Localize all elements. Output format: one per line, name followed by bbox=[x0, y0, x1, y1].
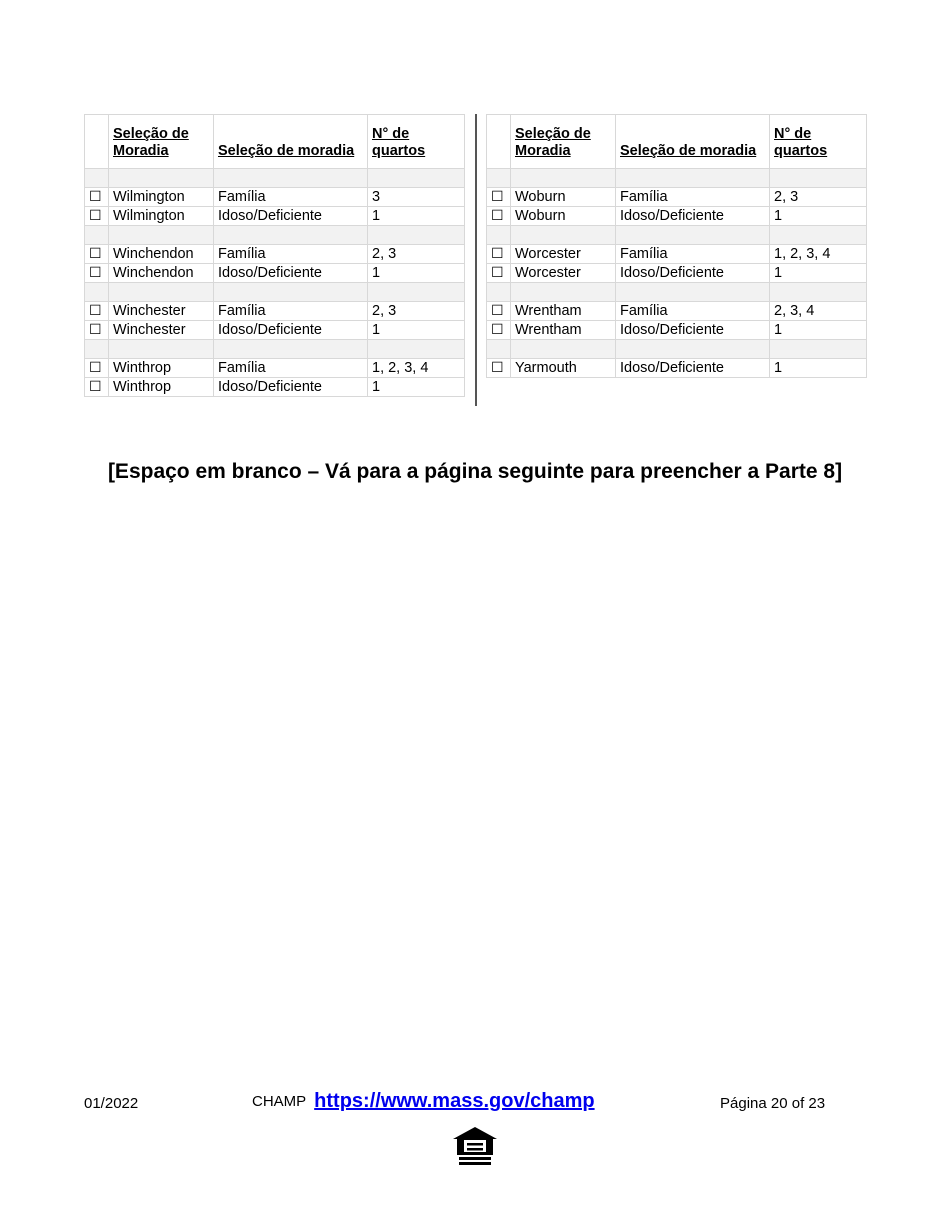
housing-table-right bbox=[486, 114, 867, 378]
checkbox[interactable]: ☐ bbox=[89, 264, 102, 280]
table-row bbox=[85, 378, 465, 397]
separator-row bbox=[85, 340, 465, 359]
footer-center bbox=[252, 1090, 595, 1113]
separator-cell bbox=[511, 283, 616, 302]
separator-cell bbox=[85, 340, 109, 359]
bedrooms-cell: 1 bbox=[368, 207, 465, 226]
separator-cell bbox=[511, 226, 616, 245]
bedrooms-cell: 1 bbox=[368, 378, 465, 397]
checkbox-cell bbox=[85, 264, 109, 283]
separator-cell bbox=[368, 340, 465, 359]
table-row bbox=[85, 302, 465, 321]
checkbox-cell bbox=[487, 359, 511, 378]
table-row bbox=[487, 264, 867, 283]
separator-cell bbox=[770, 226, 867, 245]
checkbox-cell bbox=[487, 207, 511, 226]
housing-type-cell: Idoso/Deficiente bbox=[616, 264, 770, 283]
housing-type-cell: Família bbox=[214, 245, 368, 264]
housing-type-cell: Idoso/Deficiente bbox=[214, 378, 368, 397]
housing-type-cell: Família bbox=[616, 302, 770, 321]
separator-cell bbox=[109, 169, 214, 188]
equal-housing-opportunity-icon bbox=[450, 1124, 500, 1166]
housing-type-cell: Idoso/Deficiente bbox=[616, 207, 770, 226]
bedrooms-cell: 1 bbox=[770, 321, 867, 340]
separator-cell bbox=[85, 283, 109, 302]
footer-org: CHAMP bbox=[252, 1093, 307, 1110]
town-cell: Worcester bbox=[511, 245, 616, 264]
bedrooms-cell: 2, 3, 4 bbox=[770, 302, 867, 321]
town-cell: Winchendon bbox=[109, 264, 214, 283]
separator-row bbox=[487, 340, 867, 359]
bedrooms-cell: 1 bbox=[368, 321, 465, 340]
checkbox-cell bbox=[487, 302, 511, 321]
separator-cell bbox=[487, 340, 511, 359]
checkbox[interactable]: ☐ bbox=[491, 359, 504, 375]
separator-cell bbox=[368, 283, 465, 302]
bedrooms-cell: 2, 3 bbox=[368, 302, 465, 321]
town-cell: Wilmington bbox=[109, 188, 214, 207]
separator-cell bbox=[368, 226, 465, 245]
table-row bbox=[85, 359, 465, 378]
town-cell: Winchester bbox=[109, 321, 214, 340]
town-cell: Winthrop bbox=[109, 359, 214, 378]
separator-row bbox=[85, 169, 465, 188]
table-row bbox=[487, 321, 867, 340]
table-row bbox=[487, 359, 867, 378]
checkbox-cell bbox=[85, 321, 109, 340]
bedrooms-cell: 3 bbox=[368, 188, 465, 207]
footer-date: 01/2022 bbox=[84, 1095, 139, 1112]
header-bedrooms: N° de quartos bbox=[368, 115, 465, 169]
blank-space-note: [Espaço em branco – Vá para a página seguinte para preencher a Parte 8] bbox=[107, 460, 843, 483]
separator-cell bbox=[109, 340, 214, 359]
housing-type-cell: Idoso/Deficiente bbox=[214, 207, 368, 226]
checkbox[interactable]: ☐ bbox=[89, 302, 102, 318]
table-row bbox=[85, 264, 465, 283]
separator-cell bbox=[616, 169, 770, 188]
checkbox[interactable]: ☐ bbox=[491, 264, 504, 280]
separator-cell bbox=[511, 169, 616, 188]
checkbox[interactable]: ☐ bbox=[491, 188, 504, 204]
table-row bbox=[487, 245, 867, 264]
header-bedrooms: N° de quartos bbox=[770, 115, 867, 169]
checkbox-cell bbox=[487, 245, 511, 264]
bedrooms-cell: 1 bbox=[770, 264, 867, 283]
town-cell: Worcester bbox=[511, 264, 616, 283]
checkbox[interactable]: ☐ bbox=[89, 207, 102, 223]
bedrooms-cell: 1, 2, 3, 4 bbox=[770, 245, 867, 264]
column-divider bbox=[475, 114, 477, 406]
checkbox[interactable]: ☐ bbox=[89, 188, 102, 204]
separator-cell bbox=[487, 169, 511, 188]
table-header-row bbox=[85, 115, 465, 169]
separator-cell bbox=[85, 226, 109, 245]
table-row bbox=[487, 188, 867, 207]
bedrooms-cell: 1 bbox=[770, 359, 867, 378]
separator-cell bbox=[487, 226, 511, 245]
checkbox[interactable]: ☐ bbox=[89, 245, 102, 261]
checkbox-cell bbox=[487, 321, 511, 340]
separator-cell bbox=[616, 283, 770, 302]
checkbox[interactable]: ☐ bbox=[89, 359, 102, 375]
checkbox-cell bbox=[487, 264, 511, 283]
checkbox-header bbox=[487, 115, 511, 169]
checkbox-cell bbox=[487, 188, 511, 207]
footer-page-number: Página 20 of 23 bbox=[720, 1095, 826, 1112]
separator-cell bbox=[214, 340, 368, 359]
separator-cell bbox=[616, 226, 770, 245]
town-cell: Yarmouth bbox=[511, 359, 616, 378]
bedrooms-cell: 1 bbox=[770, 207, 867, 226]
bedrooms-cell: 2, 3 bbox=[368, 245, 465, 264]
housing-type-cell: Família bbox=[214, 188, 368, 207]
table-row bbox=[85, 207, 465, 226]
table-row bbox=[487, 207, 867, 226]
bedrooms-cell: 1 bbox=[368, 264, 465, 283]
table-row bbox=[487, 302, 867, 321]
housing-type-cell: Idoso/Deficiente bbox=[214, 264, 368, 283]
checkbox-cell bbox=[85, 378, 109, 397]
housing-type-cell: Família bbox=[616, 245, 770, 264]
footer-url-link[interactable]: https://www.mass.gov/champ bbox=[314, 1090, 595, 1112]
town-cell: Wrentham bbox=[511, 321, 616, 340]
separator-cell bbox=[487, 283, 511, 302]
bedrooms-cell: 2, 3 bbox=[770, 188, 867, 207]
separator-cell bbox=[214, 283, 368, 302]
separator-row bbox=[85, 283, 465, 302]
separator-cell bbox=[214, 169, 368, 188]
separator-cell bbox=[770, 283, 867, 302]
town-cell: Winchester bbox=[109, 302, 214, 321]
separator-cell bbox=[770, 169, 867, 188]
checkbox-cell bbox=[85, 245, 109, 264]
housing-table-left bbox=[84, 114, 465, 397]
checkbox-cell bbox=[85, 207, 109, 226]
header-housing-type: Seleção de moradia bbox=[214, 115, 368, 169]
separator-cell bbox=[511, 340, 616, 359]
checkbox[interactable]: ☐ bbox=[491, 321, 504, 337]
separator-row bbox=[487, 283, 867, 302]
separator-cell bbox=[368, 169, 465, 188]
checkbox-cell bbox=[85, 302, 109, 321]
town-cell: Winthrop bbox=[109, 378, 214, 397]
separator-row bbox=[85, 226, 465, 245]
table-row bbox=[85, 188, 465, 207]
checkbox-cell bbox=[85, 188, 109, 207]
housing-type-cell: Família bbox=[214, 359, 368, 378]
separator-cell bbox=[85, 169, 109, 188]
housing-type-cell: Idoso/Deficiente bbox=[616, 359, 770, 378]
town-cell: Wilmington bbox=[109, 207, 214, 226]
separator-cell bbox=[214, 226, 368, 245]
separator-row bbox=[487, 169, 867, 188]
header-housing-type: Seleção de moradia bbox=[616, 115, 770, 169]
bedrooms-cell: 1, 2, 3, 4 bbox=[368, 359, 465, 378]
housing-type-cell: Família bbox=[616, 188, 770, 207]
checkbox[interactable]: ☐ bbox=[491, 302, 504, 318]
separator-cell bbox=[109, 226, 214, 245]
separator-cell bbox=[616, 340, 770, 359]
separator-cell bbox=[109, 283, 214, 302]
table-header-row bbox=[487, 115, 867, 169]
header-housing-selection: Seleção de Moradia bbox=[511, 115, 616, 169]
header-housing-selection: Seleção de Moradia bbox=[109, 115, 214, 169]
town-cell: Woburn bbox=[511, 188, 616, 207]
housing-type-cell: Idoso/Deficiente bbox=[214, 321, 368, 340]
housing-type-cell: Idoso/Deficiente bbox=[616, 321, 770, 340]
checkbox-cell bbox=[85, 359, 109, 378]
checkbox-header bbox=[85, 115, 109, 169]
town-cell: Winchendon bbox=[109, 245, 214, 264]
checkbox[interactable]: ☐ bbox=[89, 378, 102, 394]
town-cell: Woburn bbox=[511, 207, 616, 226]
housing-type-cell: Família bbox=[214, 302, 368, 321]
separator-row bbox=[487, 226, 867, 245]
table-row bbox=[85, 245, 465, 264]
checkbox[interactable]: ☐ bbox=[491, 207, 504, 223]
separator-cell bbox=[770, 340, 867, 359]
checkbox[interactable]: ☐ bbox=[491, 245, 504, 261]
table-row bbox=[85, 321, 465, 340]
town-cell: Wrentham bbox=[511, 302, 616, 321]
checkbox[interactable]: ☐ bbox=[89, 321, 102, 337]
